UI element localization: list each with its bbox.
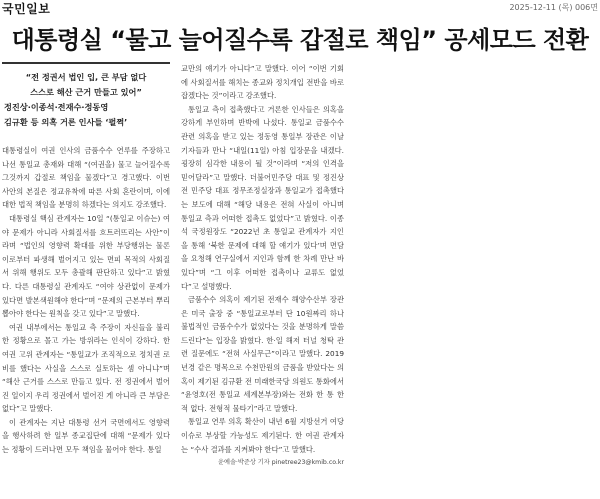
subheadline-names: 정진상·이종석·전재수·정동영 [4,102,109,112]
paragraph: 교만의 얘기가 아니다”고 말했다. 이어 “이번 기회에 사회질서를 해치는 종교와 정치개입 전반을 바로잡겠다는 것”이라고 강조했다. [181,64,344,101]
headline: 대통령실 “물고 늘어질수록 갑절로 책임” 공세모드 전환 [11,26,589,54]
paragraph: 대통령실이 여권 인사의 금품수수 연루를 주장하고 나선 통일교 총재와 대해 “(여권을) 물고 늘어질수록 그것까지 갑절로 책임을 물겠다”고 경고했다. 이번 사안의 본질은 정교유착에 따른 사회 혼란이며, 이에 대한 법적 책임을 분명히 하겠다는 의지도 강조했다. [2,146,170,210]
paragraph: 통일교 연루 의혹 확산이 내년 6월 지방선거 여당 이슈로 부상할 가능성도 제기된다. 한 여권 관계자는 “수사 결과를 지켜봐야 한다”고 말했다. [181,417,344,454]
masthead [0,0,600,20]
left-column [2,62,170,457]
paragraph: 통일교 측이 접촉했다고 거론한 인사들은 의혹을 강하게 부인하며 반박에 나섰다. 통일교 금품수수 관련 의혹을 받고 있는 정동영 통일부 장관은 이날 기자들과 만나 “내일(11일) 아침 입장문을 내겠다. 굉장히 심각한 내용이 될 것”이라며 “저의 인격을 믿어달라”고 말했다. 더불어민주당 대표 및 정진상 전 민주당 대표 정무조정실장과 통일교가 접촉했다는 보도에 대해 “해당 내용은 전혀 사실이 아니며 통일교 측과 어떠한 접촉도 없었다”고 밝혔다. 이종석 국정원장도 “2022년 초 통일교 관계자가 지인을 통해 ‘북한 문제에 대해 할 얘기가 있다’며 면담을 요청해 연구실에서 지인과 함께 한 차례 만난 바 있다”며 “그 이후 어떠한 접촉이나 교류도 없었다”고 설명했다. [181,104,344,291]
article-body-middle [181,62,344,456]
byline: 윤예솔·박준상 기자 pinetree23@kmib.co.kr [218,459,344,467]
middle-column [181,62,344,466]
subheadline-quote-1: “전 정권서 법인 입, 큰 부담 없다 [25,72,147,82]
subheadline-subject: 김규환 등 의혹 거론 인사들 ‘펄쩍’ [4,117,128,127]
article-body-left [2,144,170,457]
paragraph: 이 관계자는 지난 대통령 선거 국면에서도 영향력을 행사하려 한 일부 종교집단에 대해 “문제가 있다는 정황이 드러나면 모두 책임을 물어야 한다. 통일 [2,417,170,455]
subheadline-box [2,62,170,136]
newspaper-name: 국민일보 [2,2,51,16]
paragraph: 대통령실 핵심 관계자는 10일 “(통일교 이슈는) 여야 문제가 아니라 사회질서를 흐트러뜨리는 사안”이라며 “법인의 영향력 확대를 위한 부당행위는 물론 이로부터 파생해 벌어지고 있는 면피 목적의 사회질서 위해 행위도 모두 총괄해 판단하고 있다”고 밝혔다. 다른 대통령실 관계자도 “여야 상관없이 문제가 있다면 발본색원해야 한다”며 “문제의 근본부터 뿌리 뽑아야 한다는 원칙을 갖고 있다”고 말했다. [2,213,170,319]
paragraph: 여권 내부에서는 통일교 측 주장이 자신들을 불리한 정황으로 몰고 가는 방위라는 인식이 강하다. 한 여권 고위 관계자는 “통일교가 조직적으로 정치권 로비를 했다는 사실을 스스로 실토하는 셈 아니냐”며 “해산 근거를 스스로 만들고 있다. 전 정권에서 벌어진 일이지 우리 정권에서 벌어진 게 아니라 큰 부담은 없다”고 말했다. [2,322,170,414]
issue-date: 2025-12-11 (목) 006면 [509,3,598,12]
subheadline-quote-2: 스스로 해산 근거 만들고 있어” [30,87,142,97]
paragraph: 금품수수 의혹이 제기된 전재수 해양수산부 장관은 미국 출장 중 “통일교로부터 단 10원짜리 하나 불법적인 금품수수가 없었다는 것을 분명하게 말씀드린다”는 입장을 밝혔다. 한·일 해저 터널 청탁 관련 질문에도 “전혀 사실무근”이라고 말했다. 2019년경 같은 명목으로 수천만원의 금품을 받았다는 의혹이 제기된 김규환 전 미래한국당 의원도 통화에서 “윤영호(전 통일교 세계본부장)와는 전화 한 통 한 적 없다. 전형적 물타기”라고 말했다. [181,295,344,413]
